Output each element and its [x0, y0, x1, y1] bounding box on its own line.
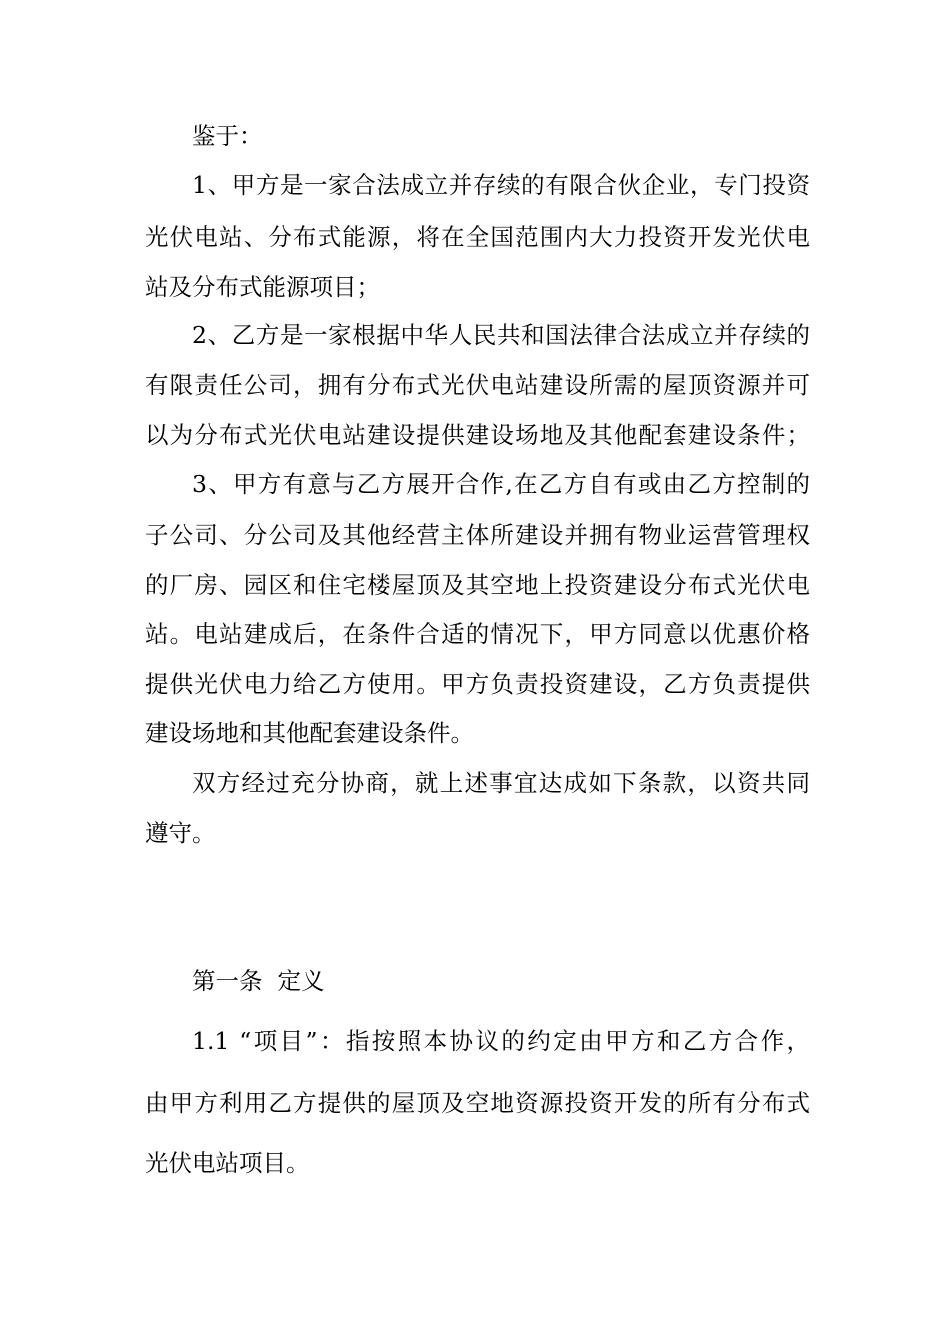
definition-1-1-line-3: 光伏电站项目。: [145, 1149, 310, 1177]
clause-3-line-3: 的厂房、园区和住宅楼屋顶及其空地上投资建设分布式光伏电: [145, 571, 810, 599]
definition-1-1-line-2: 由甲方利用乙方提供的屋顶及空地资源投资开发的所有分布式: [145, 1089, 810, 1117]
agreement-line-2: 遵守。: [145, 819, 216, 847]
clause-2-line-2: 有限责任公司，拥有分布式光伏电站建设所需的屋顶资源并可: [145, 371, 810, 399]
clause-2-line-1: 2、乙方是一家根据中华人民共和国法律合法成立并存续的: [192, 321, 810, 349]
clause-2-line-3: 以为分布式光伏电站建设提供建设场地及其他配套建设条件；: [145, 421, 810, 449]
clause-3-line-5: 提供光伏电力给乙方使用。甲方负责投资建设，乙方负责提供: [145, 670, 810, 698]
agreement-line-1: 双方经过充分协商，就上述事宜达成如下条款，以资共同: [192, 769, 810, 797]
clause-3-line-1: 3、甲方有意与乙方展开合作,在乙方自有或由乙方控制的: [192, 470, 810, 498]
intro-heading: 鉴于：: [192, 122, 263, 150]
clause-1-line-3: 站及分布式能源项目；: [145, 273, 380, 301]
clause-3-line-4: 站。电站建成后，在条件合适的情况下，甲方同意以优惠价格: [145, 620, 810, 648]
clause-3-line-2: 子公司、分公司及其他经营主体所建设并拥有物业运营管理权: [145, 521, 810, 549]
clause-3-line-6: 建设场地和其他配套建设条件。: [145, 719, 474, 747]
clause-1-line-2: 光伏电站、分布式能源，将在全国范围内大力投资开发光伏电: [145, 223, 810, 251]
definition-1-1-line-1: 1.1 “项目”：指按照本协议的约定由甲方和乙方合作，: [192, 1027, 810, 1055]
clause-1-line-1: 1、甲方是一家合法成立并存续的有限合伙企业，专门投资: [192, 171, 810, 199]
article-1-title: 第一条 定义: [192, 967, 325, 995]
